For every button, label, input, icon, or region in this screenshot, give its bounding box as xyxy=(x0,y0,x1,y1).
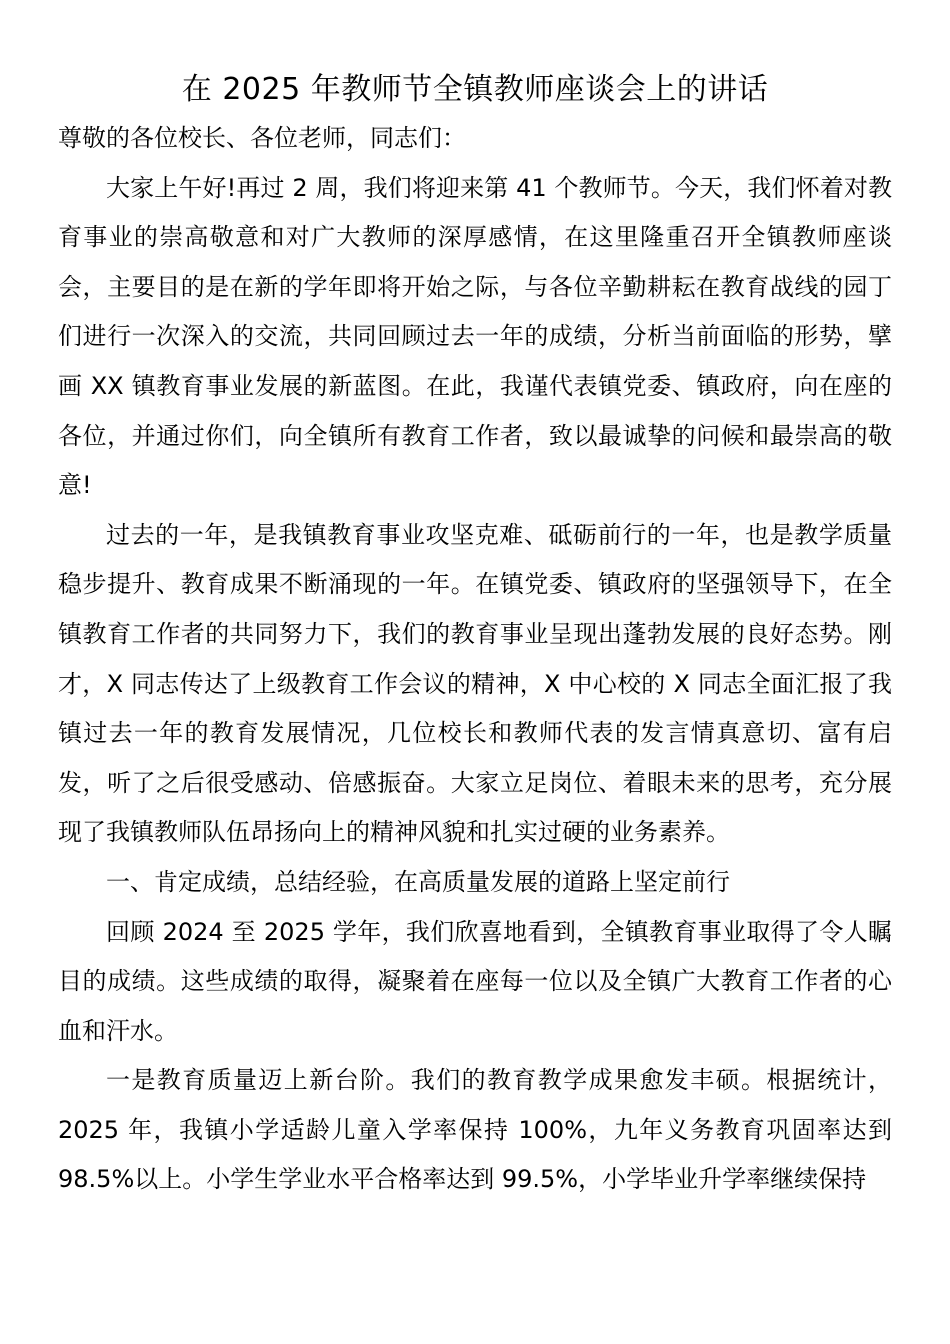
page-title: 在 2025 年教师节全镇教师座谈会上的讲话 xyxy=(181,72,769,107)
section-heading-1: 一、肯定成绩，总结经验，在高质量发展的道路上坚定前行 xyxy=(106,867,730,896)
salutation: 尊敬的各位校长、各位老师，同志们： xyxy=(58,124,466,152)
paragraph-review: 回顾 2024 至 2025 学年，我们欣喜地看到，全镇教育事业取得了令人瞩目的成绩。这些成绩的取得，凝聚着在座每一位以及全镇广大教育工作者的心血和汗水。 xyxy=(58,917,892,1045)
document-page xyxy=(58,68,892,1205)
paragraph-opening: 大家上午好!再过 2 周，我们将迎来第 41 个教师节。今天，我们怀着对教育事业的崇高敬意和对广大教师的深厚感情，在这里隆重召开全镇教师座谈会，主要目的是在新的学年即将开始之际，与各位辛勤耕耘在教育战线的园丁们进行一次深入的交流，共同回顾过去一年的成绩，分析当前面临的形势，擘画 XX 镇教育事业发展的新蓝图。在此，我谨代表镇党委、镇政府，向在座的各位，并通过你们，向全镇所有教育工作者，致以最诚挚的问候和最崇高的敬意! xyxy=(58,173,892,500)
paragraph-quality: 一是教育质量迈上新台阶。我们的教育教学成果愈发丰硕。根据统计，2025 年，我镇小学适龄儿童入学率保持 100%，九年义务教育巩固率达到 98.5%以上。小学生学业水平合格率达到 99.5%，小学毕业升学率继续保持 xyxy=(58,1066,892,1194)
paragraph-past-year: 过去的一年，是我镇教育事业攻坚克难、砥砺前行的一年，也是教学质量稳步提升、教育成果不断涌现的一年。在镇党委、镇政府的坚强领导下，在全镇教育工作者的共同努力下，我们的教育事业呈现出蓬勃发展的良好态势。刚才，X 同志传达了上级教育工作会议的精神，X 中心校的 X 同志全面汇报了我镇过去一年的教育发展情况，几位校长和教师代表的发言情真意切、富有启发，听了之后很受感动、倍感振奋。大家立足岗位、着眼未来的思考，充分展现了我镇教师队伍昂扬向上的精神风貌和扎实过硬的业务素养。 xyxy=(58,520,892,847)
